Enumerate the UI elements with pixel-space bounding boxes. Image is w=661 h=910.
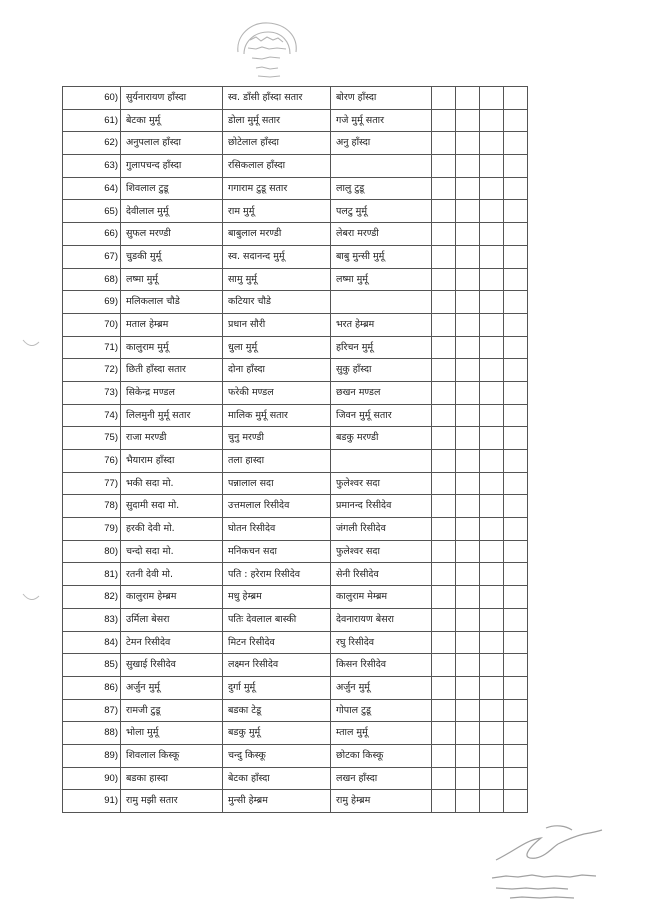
blank-cell: [480, 631, 504, 654]
guardian-name-cell: [331, 155, 432, 178]
table-row: [63, 427, 528, 450]
name-cell: भैयाराम हाँस्दा: [121, 450, 223, 473]
blank-cell: [480, 223, 504, 246]
serial-number-cell: 71): [63, 336, 121, 359]
serial-number-cell: 68): [63, 268, 121, 291]
blank-cell: [456, 109, 480, 132]
blank-cell: [480, 404, 504, 427]
blank-cell: [456, 245, 480, 268]
blank-cell: [432, 200, 456, 223]
blank-cell: [432, 767, 456, 790]
blank-cell: [504, 336, 528, 359]
blank-cell: [432, 155, 456, 178]
serial-number-cell: 79): [63, 518, 121, 541]
guardian-name-cell: लालु टुडू: [331, 177, 432, 200]
serial-number-cell: 90): [63, 767, 121, 790]
blank-cell: [432, 109, 456, 132]
blank-cell: [480, 245, 504, 268]
blank-cell: [432, 404, 456, 427]
blank-cell: [504, 495, 528, 518]
blank-cell: [480, 699, 504, 722]
blank-cell: [456, 450, 480, 473]
serial-number-cell: 69): [63, 291, 121, 314]
name-cell: छिती हाँस्दा सतार: [121, 359, 223, 382]
blank-cell: [432, 313, 456, 336]
table-row: [63, 722, 528, 745]
name-cell: मलिकलाल चौडे: [121, 291, 223, 314]
blank-cell: [480, 540, 504, 563]
blank-cell: [504, 381, 528, 404]
beneficiary-table: [62, 86, 528, 813]
blank-cell: [432, 223, 456, 246]
name-cell: सुखाई रिसीदेव: [121, 654, 223, 677]
name-cell: शिवलाल किस्कू: [121, 744, 223, 767]
name-cell: भोला मुर्मू: [121, 722, 223, 745]
name-cell: लष्मा मुर्मू: [121, 268, 223, 291]
blank-cell: [504, 245, 528, 268]
blank-cell: [432, 177, 456, 200]
blank-cell: [480, 381, 504, 404]
serial-number-cell: 91): [63, 790, 121, 813]
name-cell: चुडकी मुर्मू: [121, 245, 223, 268]
name-cell: टेमन रिसीदेव: [121, 631, 223, 654]
blank-cell: [432, 518, 456, 541]
name-cell: हरकी देवी मो.: [121, 518, 223, 541]
father-name-cell: धुला मुर्मू: [223, 336, 331, 359]
guardian-name-cell: भरत हेम्ब्रम: [331, 313, 432, 336]
blank-cell: [480, 450, 504, 473]
blank-cell: [456, 87, 480, 110]
name-cell: चन्दो सदा मो.: [121, 540, 223, 563]
father-name-cell: प्रधान सौरी: [223, 313, 331, 336]
table-row: [63, 155, 528, 178]
serial-number-cell: 85): [63, 654, 121, 677]
guardian-name-cell: लखन हाँस्दा: [331, 767, 432, 790]
table-row: [63, 699, 528, 722]
blank-cell: [432, 790, 456, 813]
guardian-name-cell: अर्जुन मुर्मू: [331, 676, 432, 699]
father-name-cell: फरेकी मण्डल: [223, 381, 331, 404]
name-cell: भकी सदा मो.: [121, 472, 223, 495]
blank-cell: [504, 87, 528, 110]
blank-cell: [480, 359, 504, 382]
father-name-cell: पन्नालाल सदा: [223, 472, 331, 495]
table-row: [63, 291, 528, 314]
name-cell: लिलमुनी मुर्मू सतार: [121, 404, 223, 427]
father-name-cell: चन्दु किस्कू: [223, 744, 331, 767]
serial-number-cell: 62): [63, 132, 121, 155]
blank-cell: [480, 722, 504, 745]
blank-cell: [456, 427, 480, 450]
blank-cell: [504, 676, 528, 699]
blank-cell: [456, 744, 480, 767]
serial-number-cell: 82): [63, 586, 121, 609]
guardian-name-cell: किसन रिसीदेव: [331, 654, 432, 677]
blank-cell: [504, 313, 528, 336]
serial-number-cell: 88): [63, 722, 121, 745]
blank-cell: [504, 540, 528, 563]
guardian-name-cell: गजे मुर्मू सतार: [331, 109, 432, 132]
name-cell: अर्जुन मुर्मू: [121, 676, 223, 699]
blank-cell: [456, 722, 480, 745]
blank-cell: [432, 381, 456, 404]
father-name-cell: पतिः देवलाल बास्की: [223, 608, 331, 631]
serial-number-cell: 86): [63, 676, 121, 699]
father-name-cell: रसिकलाल हाँस्दा: [223, 155, 331, 178]
serial-number-cell: 87): [63, 699, 121, 722]
table-row: [63, 404, 528, 427]
guardian-name-cell: रामु हेम्ब्रम: [331, 790, 432, 813]
serial-number-cell: 76): [63, 450, 121, 473]
name-cell: बेटका मुर्मू: [121, 109, 223, 132]
blank-cell: [504, 744, 528, 767]
blank-cell: [480, 291, 504, 314]
name-cell: बडका हास्दा: [121, 767, 223, 790]
blank-cell: [456, 200, 480, 223]
blank-cell: [432, 245, 456, 268]
serial-number-cell: 61): [63, 109, 121, 132]
blank-cell: [504, 177, 528, 200]
blank-cell: [432, 472, 456, 495]
table-row: [63, 518, 528, 541]
blank-cell: [504, 790, 528, 813]
table-row: [63, 313, 528, 336]
father-name-cell: स्व. डाँसी हाँस्दा सतार: [223, 87, 331, 110]
name-cell: कालुराम हेम्ब्रम: [121, 586, 223, 609]
blank-cell: [504, 767, 528, 790]
blank-cell: [432, 359, 456, 382]
blank-cell: [456, 291, 480, 314]
blank-cell: [504, 563, 528, 586]
blank-cell: [456, 676, 480, 699]
blank-cell: [480, 586, 504, 609]
blank-cell: [504, 109, 528, 132]
guardian-name-cell: सेनी रिसीदेव: [331, 563, 432, 586]
father-name-cell: राम मुर्मू: [223, 200, 331, 223]
table-row: [63, 268, 528, 291]
table-row: [63, 472, 528, 495]
table-row: [63, 336, 528, 359]
father-name-cell: गगाराम टुडू सतार: [223, 177, 331, 200]
table-row: [63, 586, 528, 609]
blank-cell: [456, 359, 480, 382]
name-cell: गुलापचन्द हाँस्दा: [121, 155, 223, 178]
serial-number-cell: 72): [63, 359, 121, 382]
blank-cell: [432, 450, 456, 473]
guardian-name-cell: बोरण हाँस्दा: [331, 87, 432, 110]
father-name-cell: मनिकचन सदा: [223, 540, 331, 563]
table-row: [63, 676, 528, 699]
blank-cell: [480, 427, 504, 450]
blank-cell: [432, 608, 456, 631]
punch-hole-mark: [22, 338, 40, 350]
blank-cell: [504, 223, 528, 246]
blank-cell: [480, 336, 504, 359]
blank-cell: [432, 132, 456, 155]
blank-cell: [432, 699, 456, 722]
serial-number-cell: 63): [63, 155, 121, 178]
blank-cell: [480, 132, 504, 155]
blank-cell: [504, 654, 528, 677]
blank-cell: [432, 495, 456, 518]
blank-cell: [456, 268, 480, 291]
table-row: [63, 177, 528, 200]
blank-cell: [456, 404, 480, 427]
name-cell: देवीलाल मुर्मू: [121, 200, 223, 223]
blank-cell: [504, 608, 528, 631]
father-name-cell: बडका टेडू: [223, 699, 331, 722]
table-row: [63, 381, 528, 404]
blank-cell: [456, 177, 480, 200]
blank-cell: [504, 586, 528, 609]
guardian-name-cell: फुलेश्वर सदा: [331, 540, 432, 563]
blank-cell: [504, 450, 528, 473]
blank-cell: [480, 177, 504, 200]
blank-cell: [504, 268, 528, 291]
father-name-cell: मिटन रिसीदेव: [223, 631, 331, 654]
blank-cell: [456, 586, 480, 609]
blank-cell: [480, 744, 504, 767]
blank-cell: [504, 200, 528, 223]
guardian-name-cell: देवनारायण बेसरा: [331, 608, 432, 631]
blank-cell: [432, 654, 456, 677]
blank-cell: [456, 313, 480, 336]
blank-cell: [456, 767, 480, 790]
guardian-name-cell: प्रमानन्द रिसीदेव: [331, 495, 432, 518]
guardian-name-cell: [331, 291, 432, 314]
punch-hole-mark: [22, 592, 40, 604]
guardian-name-cell: [331, 450, 432, 473]
blank-cell: [480, 676, 504, 699]
serial-number-cell: 75): [63, 427, 121, 450]
father-name-cell: बेटका हाँस्दा: [223, 767, 331, 790]
blank-cell: [456, 495, 480, 518]
table-row: [63, 495, 528, 518]
blank-cell: [480, 767, 504, 790]
name-cell: रामजी टुडू: [121, 699, 223, 722]
father-name-cell: दोना हाँस्दा: [223, 359, 331, 382]
serial-number-cell: 80): [63, 540, 121, 563]
blank-cell: [504, 699, 528, 722]
guardian-name-cell: हरिचन मुर्मू: [331, 336, 432, 359]
blank-cell: [480, 654, 504, 677]
blank-cell: [504, 155, 528, 178]
blank-cell: [456, 223, 480, 246]
guardian-name-cell: रघु रिसीदेव: [331, 631, 432, 654]
serial-number-cell: 89): [63, 744, 121, 767]
name-cell: सुर्यनारायण हाँस्दा: [121, 87, 223, 110]
guardian-name-cell: फुलेश्वर सदा: [331, 472, 432, 495]
blank-cell: [504, 518, 528, 541]
blank-cell: [456, 699, 480, 722]
father-name-cell: चुनु मरण्डी: [223, 427, 331, 450]
serial-number-cell: 67): [63, 245, 121, 268]
serial-number-cell: 81): [63, 563, 121, 586]
father-name-cell: सामु मुर्मू: [223, 268, 331, 291]
serial-number-cell: 64): [63, 177, 121, 200]
blank-cell: [480, 563, 504, 586]
blank-cell: [456, 654, 480, 677]
table-row: [63, 200, 528, 223]
guardian-name-cell: लष्मा मुर्मू: [331, 268, 432, 291]
father-name-cell: दुर्गा मुर्मू: [223, 676, 331, 699]
father-name-cell: मालिक मुर्मू सतार: [223, 404, 331, 427]
blank-cell: [504, 722, 528, 745]
table-row: [63, 767, 528, 790]
serial-number-cell: 65): [63, 200, 121, 223]
table-row: [63, 245, 528, 268]
father-name-cell: घोतन रिसीदेव: [223, 518, 331, 541]
serial-number-cell: 83): [63, 608, 121, 631]
serial-number-cell: 60): [63, 87, 121, 110]
name-cell: राजा मरण्डी: [121, 427, 223, 450]
blank-cell: [456, 540, 480, 563]
guardian-name-cell: बडकु मरण्डी: [331, 427, 432, 450]
blank-cell: [504, 631, 528, 654]
table-row: [63, 109, 528, 132]
blank-cell: [504, 404, 528, 427]
blank-cell: [480, 313, 504, 336]
blank-cell: [480, 200, 504, 223]
name-cell: रामु मझी सतार: [121, 790, 223, 813]
guardian-name-cell: जिवन मुर्मू सतार: [331, 404, 432, 427]
blank-cell: [432, 722, 456, 745]
guardian-name-cell: म्ताल मुर्मू: [331, 722, 432, 745]
name-cell: कालुराम मुर्मू: [121, 336, 223, 359]
name-cell: सुदामी सदा मो.: [121, 495, 223, 518]
guardian-name-cell: छखन मण्डल: [331, 381, 432, 404]
table-row: [63, 654, 528, 677]
signature-stamp-bottom: [486, 820, 636, 902]
father-name-cell: बडकु मुर्मू: [223, 722, 331, 745]
father-name-cell: उत्तमलाल रिसीदेव: [223, 495, 331, 518]
father-name-cell: कटियार चौडे: [223, 291, 331, 314]
father-name-cell: डोला मुर्मू सतार: [223, 109, 331, 132]
blank-cell: [432, 336, 456, 359]
name-cell: अनुपलाल हाँस्दा: [121, 132, 223, 155]
blank-cell: [480, 790, 504, 813]
guardian-name-cell: सुकु हाँस्दा: [331, 359, 432, 382]
blank-cell: [432, 291, 456, 314]
blank-cell: [456, 518, 480, 541]
serial-number-cell: 78): [63, 495, 121, 518]
blank-cell: [432, 427, 456, 450]
serial-number-cell: 74): [63, 404, 121, 427]
blank-cell: [432, 268, 456, 291]
father-name-cell: तला हास्दा: [223, 450, 331, 473]
blank-cell: [456, 155, 480, 178]
guardian-name-cell: छोटका किस्कू: [331, 744, 432, 767]
table-row: [63, 790, 528, 813]
table-row: [63, 450, 528, 473]
father-name-cell: छोटेलाल हाँस्दा: [223, 132, 331, 155]
blank-cell: [504, 132, 528, 155]
serial-number-cell: 73): [63, 381, 121, 404]
blank-cell: [504, 472, 528, 495]
name-cell: शिवलाल टुडू: [121, 177, 223, 200]
table-row: [63, 563, 528, 586]
father-name-cell: मुन्सी हेम्ब्रम: [223, 790, 331, 813]
blank-cell: [456, 336, 480, 359]
father-name-cell: बाबुलाल मरण्डी: [223, 223, 331, 246]
table-row: [63, 223, 528, 246]
table-row: [63, 132, 528, 155]
guardian-name-cell: पलटु मुर्मू: [331, 200, 432, 223]
guardian-name-cell: जंगली रिसीदेव: [331, 518, 432, 541]
blank-cell: [480, 472, 504, 495]
blank-cell: [504, 427, 528, 450]
guardian-name-cell: अनु हाँस्दा: [331, 132, 432, 155]
father-name-cell: स्व. सदानन्द मुर्मू: [223, 245, 331, 268]
serial-number-cell: 70): [63, 313, 121, 336]
blank-cell: [480, 109, 504, 132]
father-name-cell: पति : हरेराम रिसीदेव: [223, 563, 331, 586]
guardian-name-cell: लेबरा मरण्डी: [331, 223, 432, 246]
table-row: [63, 744, 528, 767]
serial-number-cell: 66): [63, 223, 121, 246]
blank-cell: [456, 381, 480, 404]
official-stamp-top: [228, 14, 308, 86]
blank-cell: [504, 359, 528, 382]
blank-cell: [456, 790, 480, 813]
serial-number-cell: 77): [63, 472, 121, 495]
blank-cell: [432, 563, 456, 586]
blank-cell: [480, 155, 504, 178]
blank-cell: [480, 518, 504, 541]
blank-cell: [432, 676, 456, 699]
name-cell: उर्मिला बेसरा: [121, 608, 223, 631]
name-cell: सिकेन्द्र मण्डल: [121, 381, 223, 404]
blank-cell: [480, 87, 504, 110]
serial-number-cell: 84): [63, 631, 121, 654]
blank-cell: [456, 132, 480, 155]
blank-cell: [504, 291, 528, 314]
blank-cell: [432, 586, 456, 609]
father-name-cell: मधु हेम्ब्रम: [223, 586, 331, 609]
table-row: [63, 540, 528, 563]
blank-cell: [432, 540, 456, 563]
name-cell: मताल हेम्ब्रम: [121, 313, 223, 336]
blank-cell: [432, 631, 456, 654]
name-cell: सुफल मरण्डी: [121, 223, 223, 246]
guardian-name-cell: गोपाल टुडू: [331, 699, 432, 722]
blank-cell: [480, 495, 504, 518]
table-body: [63, 87, 528, 813]
name-cell: रतनी देवी मो.: [121, 563, 223, 586]
table-row: [63, 359, 528, 382]
blank-cell: [456, 608, 480, 631]
guardian-name-cell: बाबु मुन्सी मुर्मू: [331, 245, 432, 268]
table-row: [63, 87, 528, 110]
table-row: [63, 608, 528, 631]
blank-cell: [456, 631, 480, 654]
blank-cell: [480, 608, 504, 631]
father-name-cell: लक्ष्मन रिसीदेव: [223, 654, 331, 677]
guardian-name-cell: कालुराम मेम्ब्रम: [331, 586, 432, 609]
blank-cell: [432, 87, 456, 110]
blank-cell: [480, 268, 504, 291]
blank-cell: [456, 563, 480, 586]
blank-cell: [432, 744, 456, 767]
blank-cell: [456, 472, 480, 495]
table-row: [63, 631, 528, 654]
